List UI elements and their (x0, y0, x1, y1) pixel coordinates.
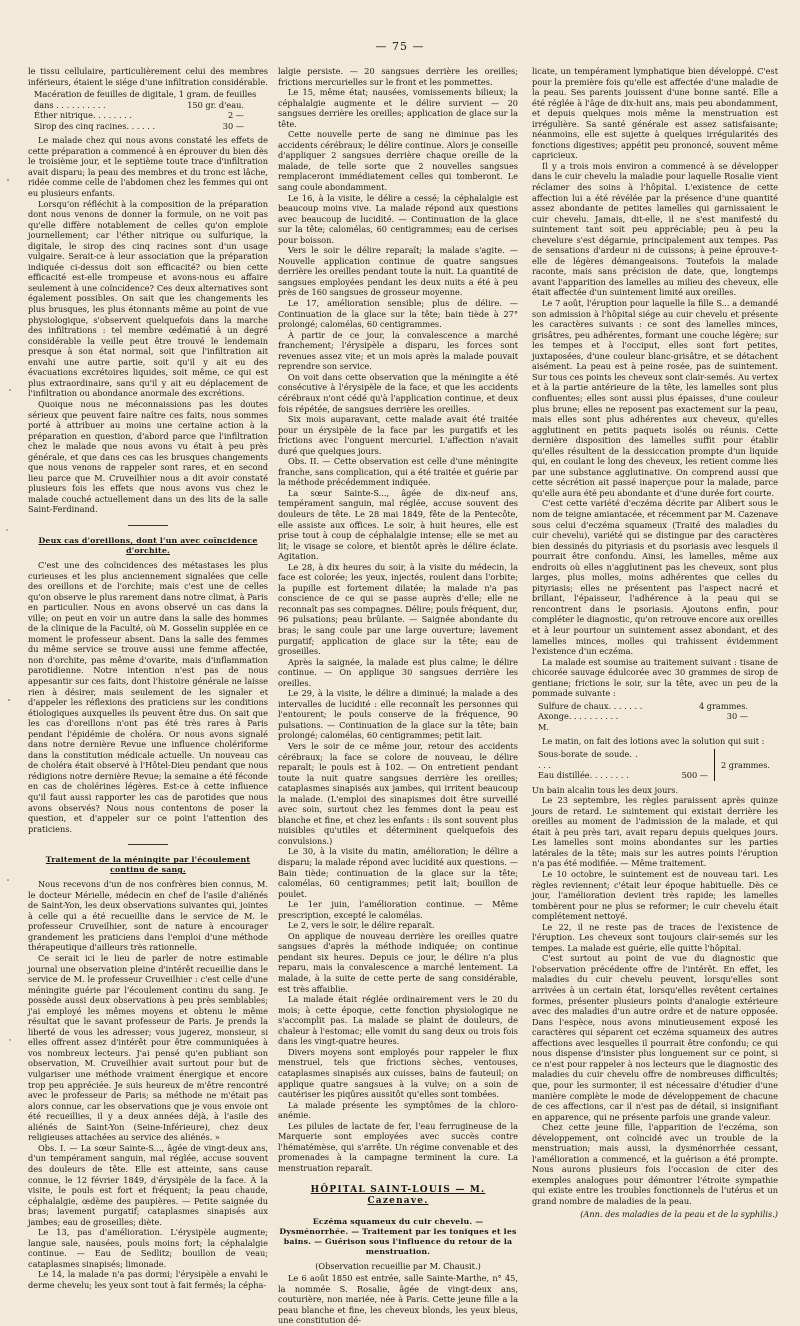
paragraph: La malade était réglée ordinairement vers le 20 du mois; à cette époque, cette fonction physiologique ne s'accomplit pas. La malade se plaint de douleurs, de chaleur à l'estomac; elle vomit du sang deux ou trois fois dans les vingt-quatre heures. (278, 994, 518, 1047)
recipe-row (34, 100, 244, 111)
paragraph: Le 1er juin, l'amélioration continue. — Même prescription, excepté le calomélas. (278, 899, 518, 920)
paragraph: Le 2, vers le soir, le délire reparaît. (288, 920, 435, 931)
prescription-quantity: 2 grammes. (721, 759, 771, 770)
prescription-row (538, 711, 748, 722)
paragraph: Le 14, la malade n'a pas dormi; l'érysipèle a envahi le derme chevelu; les yeux sont tout à fait fermés; la cépha- (28, 1269, 268, 1290)
paragraph: Chez cette jeune fille, l'apparition de l'eczéma, son développement, ont coïncidé avec un trouble de la menstruation; mais aussi, la dysménorrhée cessant, l'amélioration a commencé, et la guérison a été prompte. Nous aurons plusieurs fois l'occasion de citer des exemples analogues pour démontrer l'étroite sympathie qui existe entre les troubles fonctionnels de l'utérus et un grand nombre de maladies de la peau. (532, 1122, 778, 1206)
prescription-ingredient: Axonge. . . . . . . . . . (538, 711, 619, 722)
page-number: — 75 — (375, 40, 425, 53)
prescription-lines (538, 749, 715, 781)
paragraph: Le matin, on fait des lotions avec la solution qui suit : (542, 736, 765, 747)
paragraph: On voit dans cette observation que la méningite a été consécutive à l'érysipèle de la face, et que les accidents cérébraux n'ont cédé qu'à l'application continue, et deux fois répétée, de sangsues derrière les oreilles. (278, 371, 518, 414)
recipe-quantity: 2 — (228, 110, 244, 121)
section-rule (128, 844, 168, 845)
prescription-quantity: 30 — (726, 711, 748, 722)
paragraph: Vers le soir le délire reparaît; la malade s'agite. — Nouvelle application continue de quatre sangsues derrière les oreilles pendant toute la nuit. La quantité de sangsues employées pendant les deux nuits a été à peu près de 160 sangsues de grosseur moyenne. (278, 245, 518, 298)
paragraph: Le 17, amélioration sensible; plus de délire. — Continuation de la glace sur la tête; bain tiède à 27° prolongé; calomélas, 60 centigrammes. (278, 298, 518, 330)
column-left (28, 66, 268, 1290)
recipe-ingredient: dans . . . . . . . . . . (34, 99, 106, 110)
paragraph: Le 16, à la visite, le délire a cessé; la céphalalgie est beaucoup moins vive. La malade répond aux questions avec beaucoup de lucidité. — Continuation de la glace sur la tête; calomélas, 60 centigrammes; eau de cerises pour boisson. (278, 192, 518, 245)
section-rule (128, 525, 168, 526)
paragraph: C'est une des coïncidences des métastases les plus curieuses et les plus anciennement signalées que celle des oreillons et de l'orchite; mais c'est une de celles qu'on observe le plus rarement dans notre climat, à Paris en particulier. Nous en avons observé un cas dans la ville; on peut en voir un autre dans la salle des hommes de la clinique de la Faculté, où M. Gosselin supplée en ce moment le professeur absent. Dans la salle des femmes du même service se trouve aussi une femme affectée, non d'orchite, pas même d'ovarite, mais d'inflammation parotidienne. Notre intention n'est pas de nous appesantir sur ces faits, dont l'histoire générale ne laisse rien à désirer, mais seulement de les signaler et d'appeler les réflexions des praticiens sur les conditions étiologiques auxquelles ils peuvent être dus. On sait que les cas d'oreillons n'ont pas été très rares à Paris pendant l'épidémie de choléra. Or nous avons signalé dans notre dernière Revue une influence cholériforme dans la constitution médicale actuelle. Un nouveau cas de choléra était observé à l'Hôtel-Dieu pendant que nous rédigions notre dernière Revue; la semaine a été féconde en cas de cholérines légères. Est-ce à cette influence qu'il faut aussi rapporter les cas de parotides que nous avons observés? Nous nous contentons de poser la question, et d'appeler sur ce point l'attention des praticiens. (28, 559, 268, 834)
prescription-ingredient: Sous-borate de soude. . . . . (538, 749, 638, 770)
paragraph: Le 22, il ne reste pas de traces de l'existence de l'éruption. Les cheveux sont toujours clair-semés sur les tempes. La malade est guérie, elle quitte l'hôpital. (532, 921, 778, 953)
paragraph: Le 30, à la visite du matin, amélioration; le délire a disparu; la malade répond avec lucidité aux questions. — Bain tiède; continuation de la glace sur la tête; calomélas, 60 centigrammes; petit lait; bouillon de poulet. (278, 846, 518, 899)
specks-graphic (4, 60, 14, 1160)
paragraph: Le 13, pas d'amélioration. L'érysipèle augmente; langue sale, nausées, pouls moins fort; la céphalalgie continue. — Eau de Sedlitz; bouillon de veau; cataplasmes sinapisés; limonade. (28, 1227, 268, 1269)
paragraph: licate, un tempérament lymphatique bien développé. C'est pour la première fois qu'elle est affectée d'une maladie de la peau. Ses parents jouissent d'une bonne santé. Elle a été réglée à l'âge de dix-huit ans, mais peu abondamment, et depuis quelques mois même la menstruation est irrégulière. Sa santé générale est assez satisfaisante; néanmoins, elle est sujette à quelques irrégularités des fonctions digestives; appétit peu prononcé, souvent même capricieux. (532, 66, 778, 161)
paragraph: Le 6 août 1850 est entrée, salle Sainte-Marthe, n° 45, la nommée S. Rosalie, âgée de vingt-deux ans, couturière, non mariée, née à Paris. Cette jeune fille a la peau blanche et fine, les cheveux blonds, les yeux bleus, une constitution dé- (278, 1273, 518, 1326)
paragraph: C'est cette variété d'eczéma décrite par Alibert sous le nom de teigne amiantacée, et récemment par M. Cazenave sous celui d'eczéma squameux (Traité des maladies du cuir chevelu), variété qui se distingue par des caractères bien dessinés du pityriasis et du psoriasis avec lesquels il pourrait être confondu. Ainsi, les lamelles, même aux endroits où elles n'agglutinent pas les cheveux, sont plus larges, plus molles, moins adhérentes que celles du pityriasis; elles ne présentent pas l'aspect nacré et brillant, l'épaisseur, l'adhérence à la peau qui se rencontrent dans le psoriasis. Ajoutons enfin, pour compléter le diagnostic, qu'on retrouve encore aux oreilles et à leur pourtour un suintement assez abondant, et des lamelles minces, molles qui trahissent évidemment l'existence d'un eczéma. (532, 498, 778, 657)
paragraph: Le 15, même état; nausées, vomissements bilieux; la céphalalgie augmente et le délire survient — 20 sangsues derrière les oreilles; application de glace sur la tête. (278, 87, 518, 129)
section-heading: Eczéma squameux du cuir chevelu. — Dysménorrhée. — Traitement par les toniques et les bains. — Guérison sous l'influence du retour de la menstruation. (279, 1216, 517, 1256)
prescription-quantity: 500 — (681, 770, 708, 781)
paragraph: Vers le soir de ce même jour, retour des accidents cérébraux; la face se colore de nouveau, le délire reparaît; le pouls est à 102. — On entretient pendant toute la nuit quatre sangsues derrière les oreilles; cataplasmes sinapisés aux jambes, qui irritent beaucoup la malade. (L'emploi des sinapismes doit être surveillé avec soin, surtout chez les femmes dont la peau est blanche et fine, et chez les enfants : ils sont souvent plus nuisibles qu'utiles et déterminent quelquefois des convulsions.) (278, 741, 518, 846)
recipe-row (34, 110, 244, 121)
paragraph: Obs. II. — Cette observation est celle d'une méningite franche, sans complication, qui a été traitée et guérie par la méthode précédemment indiquée. (278, 456, 518, 488)
column-middle (278, 66, 518, 1326)
prescription-row (538, 701, 748, 712)
paragraph: C'est surtout au point de vue du diagnostic que l'observation précédente offre de l'intérêt. En effet, les maladies du cuir chevelu peuvent, lorsqu'elles sont arrivées à un certain état, lorsqu'elles revêtent certaines formes, présenter plusieurs points d'analogie extérieure avec des maladies d'un autre ordre et de nature opposée. Dans l'espèce, nous avons minutieusement exposé les caractères qui séparent cet eczéma squameux des autres affections avec lesquelles il pourrait être confondu; ce qui nous dispense d'insister plus longuement sur ce point, si ce n'est pour rappeler à nos lecteurs que le diagnostic des maladies du cuir chevelu offre de nombreuses difficultés; que, pour les surmonter, il est nécessaire d'étudier d'une manière complète le mode de développement de chacune de ces affections, car il n'est pas de détail, si insignifiant en apparence, qui ne présente parfois une grande valeur. (532, 953, 778, 1122)
paragraph: le tissu cellulaire, particulièrement celui des membres inférieurs, étaient le siége d'une infiltration considérable. (28, 66, 268, 87)
paragraph: Un bain alcalin tous les deux jours. (532, 784, 679, 795)
paragraph: Six mois auparavant, cette malade avait été traitée pour un érysipèle de la face par les purgatifs et les frictions avec l'onguent mercuriel. L'affection n'avait duré que quelques jours. (278, 414, 518, 456)
prescription (538, 701, 778, 733)
paragraph: Il y a trois mois environ a commencé à se développer dans le cuir chevelu la maladie pour laquelle Rosalie vient réclamer des soins à l'hôpital. L'existence de cette affection lui a été révélée par la présence d'une quantité assez abondante de petites lamelles qui garnissaient le cuir chevelu. Jamais, dit-elle, il ne s'est manifesté du suintement tant soit peu appréciable; peu à peu la chevelure s'est dégarnie, principalement aux tempes. Pas de sensations d'ardeur ni de cuissons; à peine éprouve-t-elle de légères démangeaisons. Toutefois la malade raconte, mais sans précision de date, que, longtemps avant l'apparition des lamelles au milieu des cheveux, elle était affectée d'un suintement limité aux oreilles. (532, 160, 778, 298)
prescription-ingredient: Eau distillée. . . . . . . . (538, 770, 629, 781)
prescription-ingredient: Sulfure de chaux. . . . . . . (538, 700, 643, 711)
paragraph: Le malade chez qui nous avons constaté les effets de cette préparation a commencé à en éprouver du bien dès le troisième jour, et le septième toute trace d'infiltration avait disparu; la peau des membres et du tronc est lâche, ridée comme celle de l'abdomen chez les femmes qui ont eu plusieurs enfants. (28, 135, 268, 199)
paragraph: La sœur Sainte-S..., âgée de dix-neuf ans, tempérament sanguin, mal réglée, accuse souvent des douleurs de tête. Le 28 mai 1849, fête de la Pentecôte, elle assiste aux offices. Le soir, à huit heures, elle est prise tout à coup de céphalalgie intense; elle se met au lit; le visage se colore, et bientôt après le délire éclate. Agitation. (278, 487, 518, 562)
paragraph: Après la saignée, la malade est plus calme; le délire continue. — On applique 30 sangsues derrière les oreilles. (278, 656, 518, 688)
section-heading: Traitement de la méningite par l'écoulement continu de sang. (45, 855, 251, 875)
paragraph: Les pilules de lactate de fer, l'eau ferrugineuse de la Marquerie sont employées avec succès contre l'hématémèse, qui s'arrête. Un régime convenable et des promenades à la campagne terminent la cure. La menstruation reparaît. (278, 1120, 518, 1173)
recipe-title: Macération de feuilles de digitale, 1 gram. de feuilles (34, 89, 257, 100)
column-right (532, 66, 778, 1219)
recipe (34, 89, 268, 131)
prescription-bracket (538, 749, 778, 781)
margin-specks (4, 60, 14, 1160)
paragraph: Le 10 octobre, le suintement est de nouveau tari. Les règles reviennent; c'était leur époque habituelle. Dès ce jour, l'amélioration devient très rapide; les lamelles tombèrent pour ne plus se reformer; le cuir chevelu était complétement nettoyé. (532, 869, 778, 922)
paragraph: Le 28, à dix heures du soir, à la visite du médecin, la face est colorée; les yeux, injectés, roulent dans l'orbite; la pupille est fortement dilatée; la malade n'a pas conscience de ce qui se passe auprès d'elle; elle ne reconnaît pas ses compagnes. Délire; pouls fréquent, dur, 96 pulsations; peau brûlante. — Saignée abondante du bras; le sang coule par une large ouverture; lavement purgatif; application de glace sur la tête; eau de groseilles. (278, 561, 518, 657)
observation-credit: (Observation recueillie par M. Chausit.) (315, 1260, 481, 1271)
paragraph: Le 29, à la visite, le délire a diminué; la malade a des intervalles de lucidité : elle reconnaît les personnes qui l'entourent; le pouls conserve de la fréquence, 90 pulsations. — Continuation de la glace sur la tête; bain prolongé; calomélas, 60 centigrammes; petit lait. (278, 688, 518, 741)
paragraph: Divers moyens sont employés pour rappeler le flux menstruel, tels que frictions sèches, ventouses, cataplasmes sinapisés aux cuisses, bains de fauteuil; on applique quatre sangsues à la vulve; on a soin de cautériser les piqûres aussitôt qu'elles sont tombées. (278, 1046, 518, 1100)
recipe-quantity: 150 gr. d'eau. (187, 99, 244, 110)
paragraph: Ce serait ici le lieu de parler de notre estimable journal une observation pleine d'intérêt recueillie dans le service de M. le professeur Cruveilhier : c'est celle d'une méningite guérie par l'écoulement continu du sang. Je possède aussi deux observations à peu près semblables; j'ai employé les mêmes moyens et obtenu le même résultat que le savant professeur de Paris. Je prends la liberté de vous les adresser; vous jugerez, monsieur, si elles offrent assez d'intérêt pour être communiquées à vos nombreux lecteurs. J'ai pensé qu'en publiant son observation, M. Cruveilhier avait surtout pour but de vulgariser une méthode vraiment énergique et encore trop peu appréciée. Je suis heureux de m'être rencontré avec le professeur de Paris; sa méthode ne m'était pas alors connue, car les observations que je vous envoie ont été recueillies, il y a deux années déjà, à l'asile des aliénés de Saint-Yon (Seine-Inférieure), chez deux religieuses attachées au service des aliénés. » (28, 953, 268, 1143)
recipe-ingredient: Éther nitrique. . . . . . . . (34, 110, 133, 121)
recipe-row (34, 121, 244, 132)
prescription-quantity: 4 grammes. (698, 700, 748, 711)
section-heading: Deux cas d'oreillons, dont l'un avec coïncidence d'orchite. (38, 535, 258, 555)
prescription (538, 749, 778, 781)
prescription-row (538, 770, 708, 781)
paragraph: Nous recevons d'un de nos confrères bien connus, M. le docteur Mérielle, médecin en chef de l'asile d'aliénés de Saint-Yon, les deux observations suivantes qui, jointes à celle qui a été recueillie dans le service de M. le professeur Cruveilhier, sont de nature à encourager grandement les praticiens dans l'emploi d'une méthode thérapeutique d'ailleurs très rationnelle. (28, 879, 268, 953)
paragraph: Le 23 septembre, les règles paraissent après quinze jours de retard. Le suintement qui existait derrière les oreilles au moment de l'admission de la malade, et qui était à peu près tari, avait reparu depuis quelques jours. Les lamelles sont moins abondantes sur les parties latérales de la tête; mais sur les autres points l'éruption n'a pas été modifiée. — Même traitement. (532, 795, 778, 869)
paragraph: Quoique nous ne méconnaissions pas les doutes sérieux que peuvent faire naître ces faits, nous sommes porté à attribuer au moins une certaine action à la préparation en question, d'abord parce que l'infiltration chez le malade que nous avons vu était à peu près générale, et que dans ces cas les brusques changements que nous venons de rappeler sont rares, et en second lieu parce que M. Cruveilhier nous a dit avoir constaté plusieurs fois les effets que nous avons vus chez le malade couché actuellement dans un des lits de la salle Saint-Ferdinand. (28, 398, 268, 515)
recipe-quantity: 30 — (222, 120, 244, 131)
paragraph: À partir de ce jour, la convalescence a marché franchement; l'érysipèle a disparu, les forces sont revenues assez vite; et un mois après la malade pouvait reprendre son service. (278, 329, 518, 372)
source-citation: (Ann. des maladies de la peau et de la syphilis.) (580, 1208, 778, 1219)
prescription-mix: M. (538, 721, 549, 732)
prescription-row (538, 749, 708, 770)
paragraph: lalgie persiste. — 20 sangsues derrière les oreilles; frictions mercurielles sur le front et les pommettes. (278, 66, 518, 87)
paragraph: Obs. I. — La sœur Sainte-S..., âgée de vingt-deux ans, d'un tempérament sanguin, mal réglée, accuse souvent des douleurs de tête. Elle est atteinte, sans cause connue, le 12 février 1849, d'érysipèle de la face. À la visite, le pouls est fort et fréquent; la peau chaude, céphalalgie, œdème des paupières. — Petite saignée du bras; lavement purgatif; cataplasmes sinapisés aux jambes; eau de groseilles; diète. (28, 1142, 268, 1227)
paragraph: La malade est soumise au traitement suivant : tisane de chicorée sauvage édulcorée avec 30 grammes de sirop de gentiane; frictions le soir, sur la tête, avec un peu de la pommade suivante : (532, 656, 778, 699)
paragraph: La malade présente les symptômes de la chloro-anémie. (278, 1099, 518, 1121)
prescription-quantity (638, 749, 708, 770)
hospital-heading: HÔPITAL SAINT-LOUIS — M. Cazenave. (310, 1185, 486, 1206)
recipe-ingredient: Sirop des cinq racines. . . . . . (34, 120, 156, 131)
paragraph: Cette nouvelle perte de sang ne diminue pas les accidents cérébraux; le délire continue. Alors je conseille d'appliquer 2 sangsues derrière chaque oreille de la malade, de telle sorte que 2 nouvelles sangsues remplaceront immédiatement celles qui tomberont. Le sang coule abondamment. (278, 129, 518, 193)
paragraph: Lorsqu'on réfléchit à la composition de la préparation dont nous venons de donner la formule, on ne voit pas qu'elle diffère notablement de celles qu'on emploie journellement; car l'éther nitrique ou sulfurique, la digitale, le sirop des cinq racines sont d'un usage vulgaire. Serait-ce à leur association que la préparation indiquée ci-dessus doit son efficacité? ou bien cette efficacité est-elle trompeuse et avons-nous eu affaire seulement à une coïncidence? Ces deux alternatives sont également possibles. On sait que les changements les plus brusques, les plus étonnants même au point de vue physiologique, s'observent quelquefois dans la marche des infiltrations : tel membre œdématié à un degré considérable la veille peut être trouvé le lendemain presque à son état normal, soit que l'infiltration ait envahi une autre partie, soit qu'il y ait eu des évacuations excrétoires liquides, soit même, ce qui est plus extraordinaire, sans qu'il y ait eu déplacement de l'infiltration ou abondance anormale des excrétions. (28, 198, 268, 399)
paragraph: Le 7 août, l'éruption pour laquelle la fille S... a demandé son admission à l'hôpital siége au cuir chevelu et présente les caractères suivants : ce sont des lamelles minces, grisâtres, peu adhérentes, formant une couche légère; sur les tempes et à l'occiput, elles sont fort petites, juxtaposées, d'une couleur blanc-grisâtre, et se détachent aisément. La peau est à peine rosée, pas de suintement. Sur tous ces points les cheveux sont clair-semés. Au vertex et à la partie antérieure de la tête, les lamelles sont plus confluentes; elles sont aussi plus épaisses, d'une couleur plus brune; elles ne reposent pas exactement sur la peau, mais elles sont plus adhérentes aux cheveux, qu'elles agglutinent en petits paquets isolés ou réunis. Cette dernière disposition des lamelles suffit pour établir qu'elles résultent de la dessiccation prompte d'un liquide qui, en coulant le long des cheveux, les retient comme lies par une substance agglutinative. On comprend aussi que cette sécrétion ait passé inaperçue pour la malade, parce qu'elle aura été peu abondante et d'une durée fort courte. (532, 298, 778, 498)
paragraph: On applique de nouveau derrière les oreilles quatre sangsues d'après la méthode indiquée; on continue pendant six heures. Depuis ce jour, le délire n'a plus reparu, mais la convalescence a marché lentement. La malade, à la suite de cette perte de sang considérable, est très affaiblie. (278, 930, 518, 994)
